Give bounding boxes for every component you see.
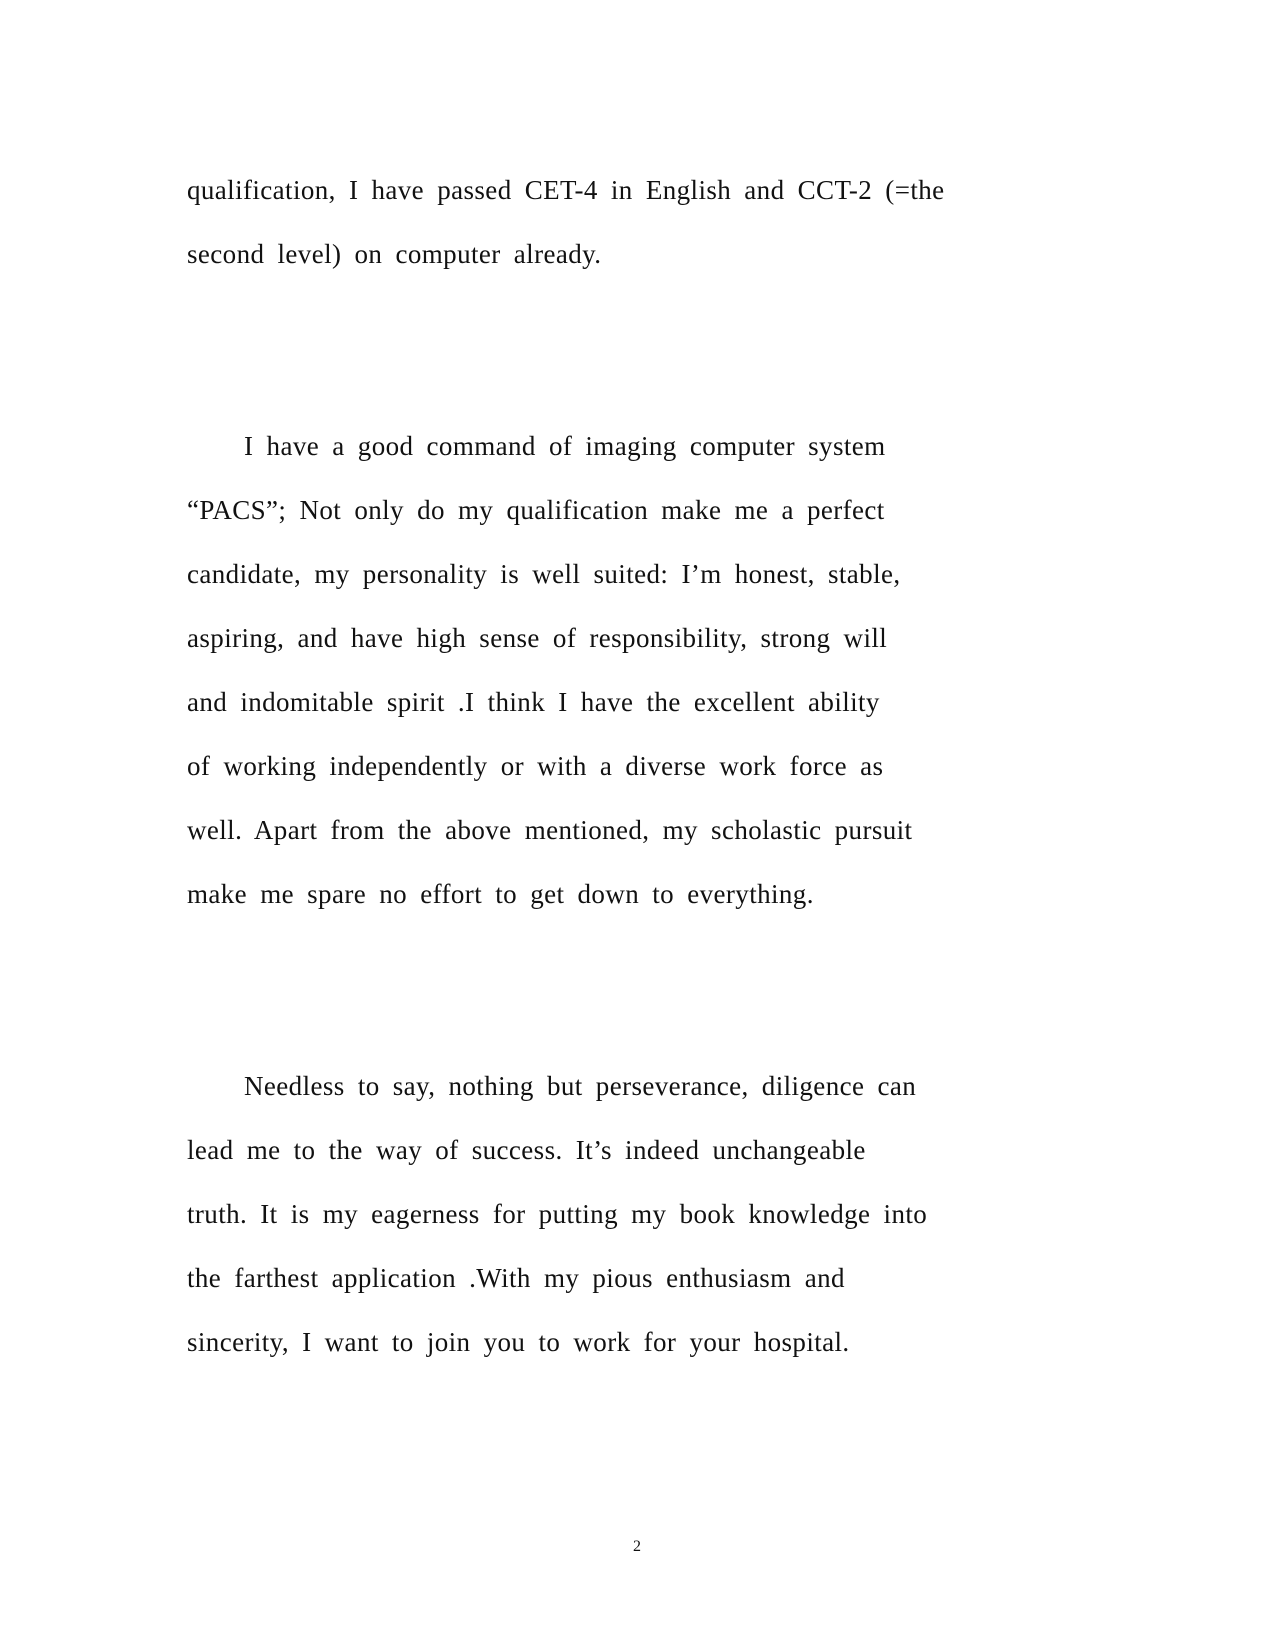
text-line: lead me to the way of success. It’s indeed unchangeable bbox=[187, 1135, 866, 1165]
text-line: candidate, my personality is well suited: I’m honest, stable, bbox=[187, 559, 901, 589]
text-line: “PACS”; Not only do my qualification make me a perfect bbox=[187, 495, 885, 525]
text-line: aspiring, and have high sense of responsibility, strong will bbox=[187, 623, 888, 653]
text-line: Needless to say, nothing but perseverance, diligence can bbox=[244, 1071, 917, 1101]
text-line: qualification, I have passed CET-4 in English and CCT-2 (=the bbox=[187, 175, 945, 205]
text-line: second level) on computer already. bbox=[187, 239, 602, 269]
text-line: well. Apart from the above mentioned, my scholastic pursuit bbox=[187, 815, 913, 845]
text-line: the farthest application .With my pious enthusiasm and bbox=[187, 1263, 845, 1293]
text-line: and indomitable spirit .I think I have the excellent ability bbox=[187, 687, 880, 717]
page-number: 2 bbox=[633, 1538, 641, 1555]
text-line: I have a good command of imaging computer system bbox=[244, 431, 886, 461]
text-line: sincerity, I want to join you to work for your hospital. bbox=[187, 1327, 850, 1357]
text-line: of working independently or with a diverse work force as bbox=[187, 751, 884, 781]
text-line: truth. It is my eagerness for putting my book knowledge into bbox=[187, 1199, 928, 1229]
text-line: make me spare no effort to get down to everything. bbox=[187, 879, 814, 909]
